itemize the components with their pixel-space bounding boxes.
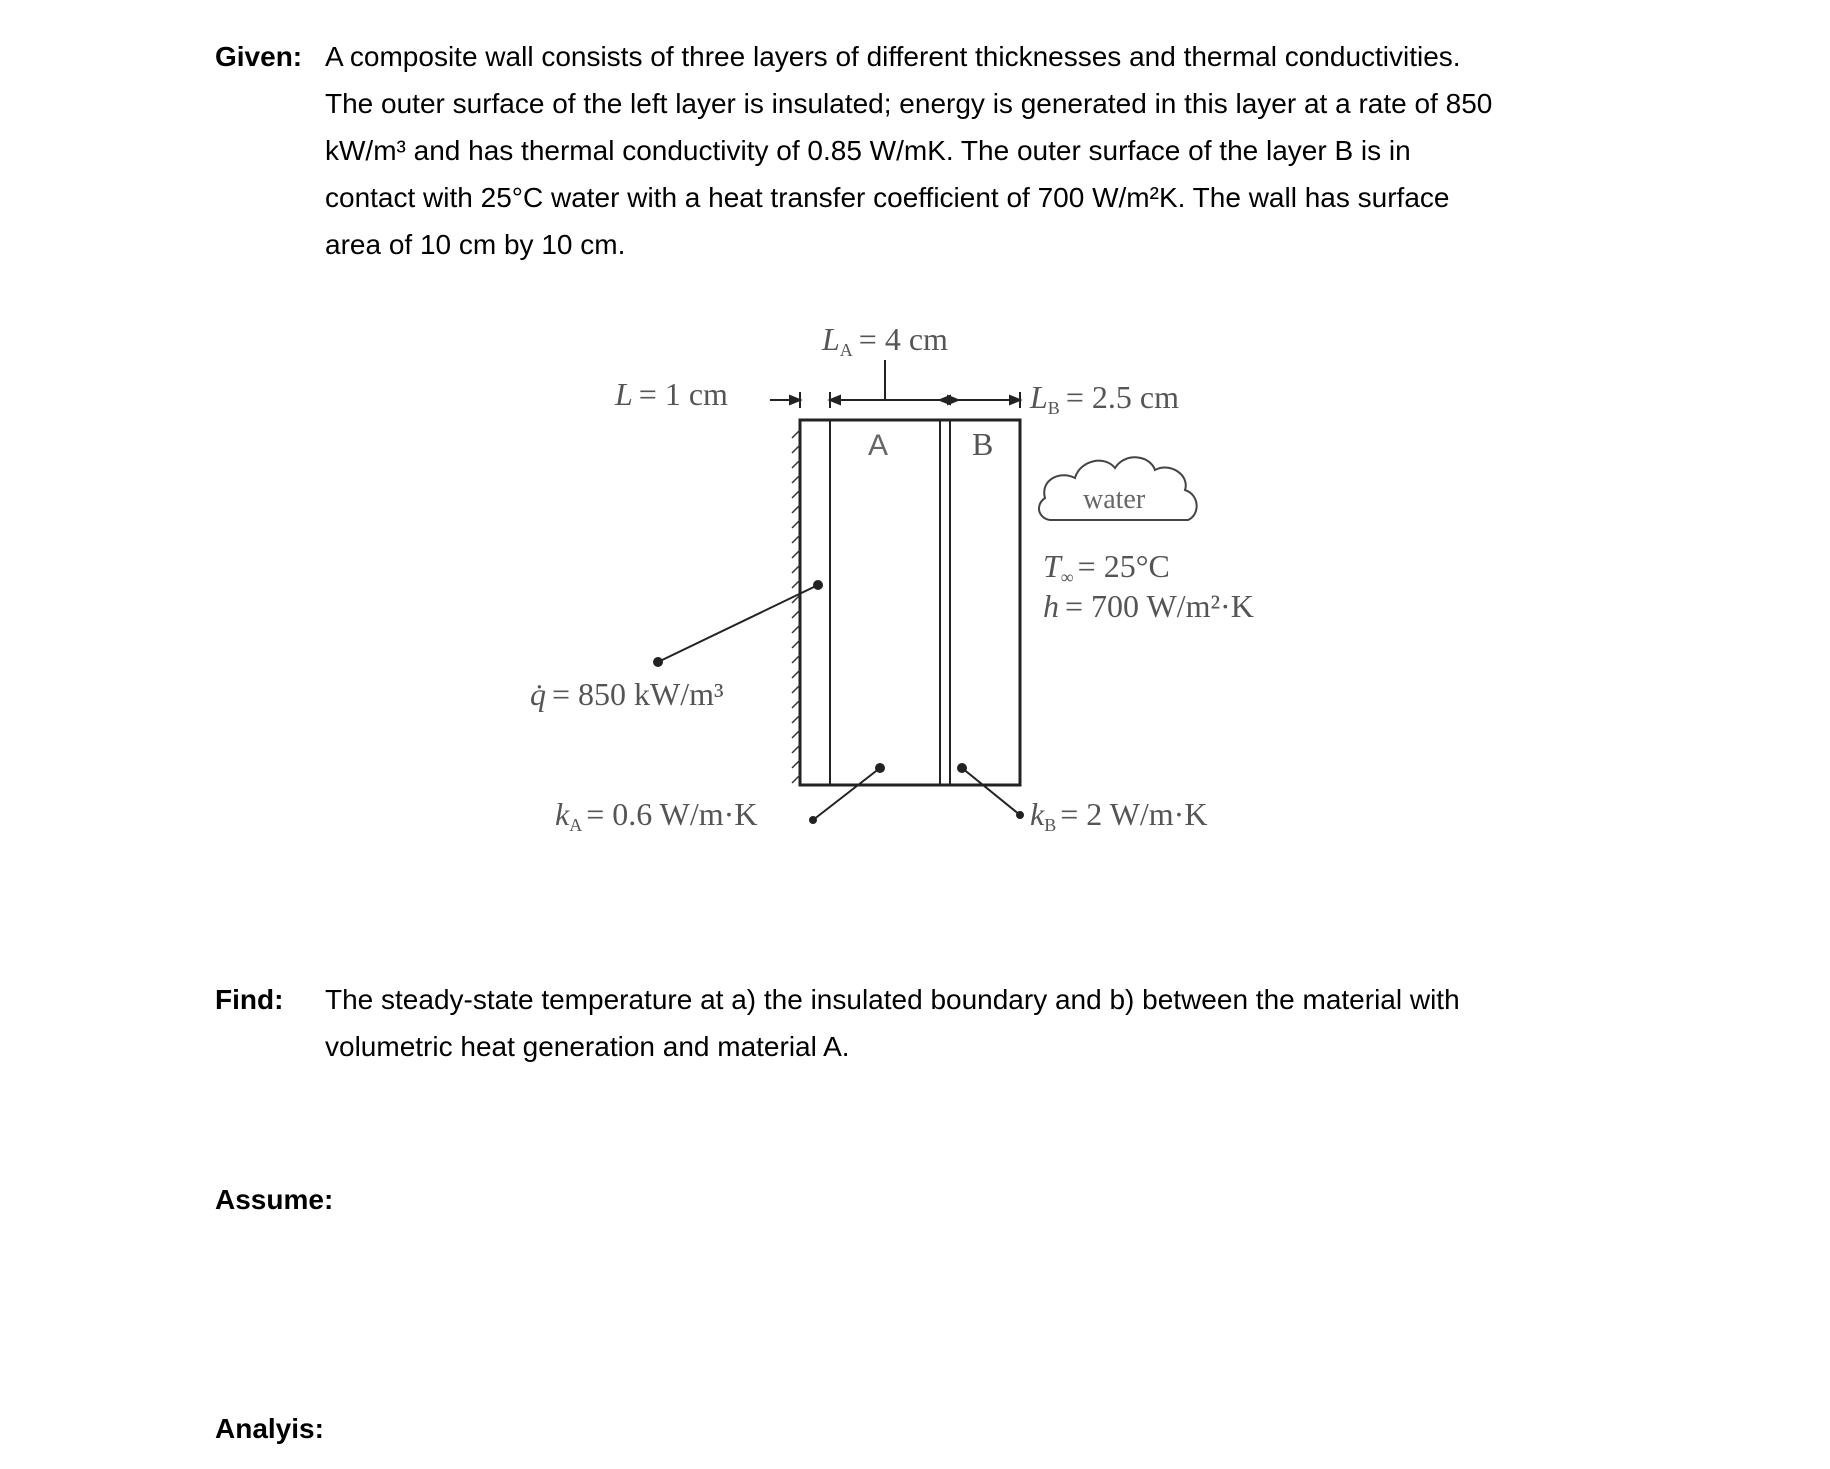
find-line-2: volumetric heat generation and material A. (325, 1031, 850, 1062)
assume-label: Assume: (215, 1184, 334, 1215)
analysis-label: Analyis: (215, 1413, 324, 1444)
wall (800, 420, 1020, 785)
lb-subscript: B (1047, 398, 1060, 418)
water-cloud (1039, 457, 1197, 520)
given-line-1: A composite wall consists of three layers of different thicknesses and thermal conductivities. (325, 41, 1461, 72)
la-value: = 4 cm (858, 321, 948, 357)
dimension-la (821, 321, 948, 400)
q-generation-text: q̇ = 850 kW/m³ (530, 676, 724, 712)
water-label: water (1083, 484, 1146, 515)
la-symbol: L (822, 321, 840, 357)
la-subscript: A (839, 340, 853, 360)
l-value: = 1 cm (638, 376, 728, 412)
layer-b-label: B (972, 426, 994, 462)
kb-leader-line (958, 764, 1023, 818)
given-label: Given: (215, 41, 303, 72)
dimension-l (614, 376, 728, 412)
q-leader-line (654, 581, 822, 666)
given-text (325, 33, 1685, 268)
dimension-lb (1029, 379, 1179, 418)
l-symbol: L (615, 376, 633, 412)
ka-leader-line (810, 764, 884, 823)
kb-text: kB = 2 W/m·K (1030, 796, 1208, 835)
ka-text: kA = 0.6 W/m·K (555, 796, 758, 835)
svg-text:L= 1 cm (614, 376, 728, 412)
find-label: Find: (215, 984, 284, 1015)
svg-text:LA= 4 cm (821, 321, 948, 360)
t-infinity-text: T∞ = 25°C (1043, 548, 1170, 587)
layer-a-label: A (868, 429, 889, 462)
given-line-5: area of 10 cm by 10 cm. (325, 229, 626, 260)
lb-value: = 2.5 cm (1065, 379, 1179, 415)
given-line-2: The outer surface of the left layer is insulated; energy is generated in this layer at a rate of 850 (325, 88, 1493, 119)
find-text (325, 976, 1685, 1070)
given-line-3: kW/m³ and has thermal conductivity of 0.85 W/mK. The outer surface of the layer B is in (325, 135, 1411, 166)
dimension-lines (770, 392, 1020, 408)
composite-wall-diagram (500, 320, 1300, 860)
given-line-4: contact with 25°C water with a heat transfer coefficient of 700 W/m²K. The wall has surface (325, 182, 1450, 213)
lb-symbol: L (1030, 379, 1048, 415)
h-text: h = 700 W/m²·K (1043, 588, 1254, 624)
svg-text:LB= 2.5 cm (1029, 379, 1179, 418)
find-line-1: The steady-state temperature at a) the insulated boundary and b) between the material with (325, 984, 1460, 1015)
